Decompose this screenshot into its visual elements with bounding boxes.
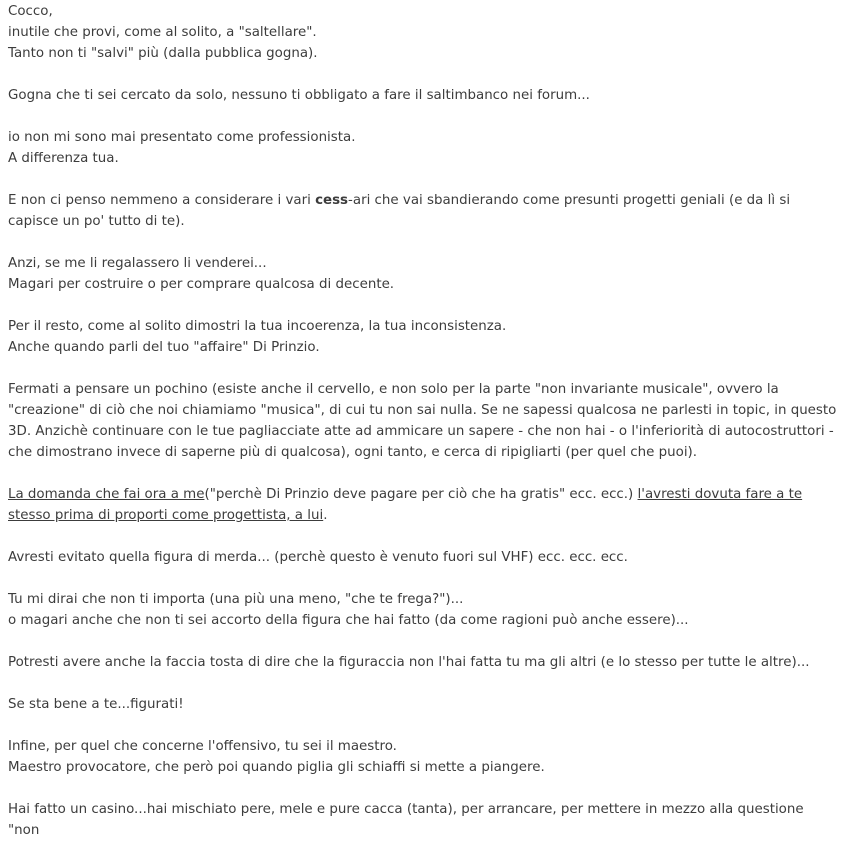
paragraph: [8, 736, 838, 778]
bold-text: cess: [315, 193, 349, 208]
paragraph: Se sta bene a te...figurati!: [8, 697, 184, 712]
text-line: A differenza tua.: [8, 151, 119, 166]
text-span: E non ci penso nemmeno a considerare i vari: [8, 193, 316, 208]
text-line: Magari per costruire o per comprare qualcosa di decente.: [8, 277, 395, 292]
text-line: Cocco,: [8, 4, 53, 19]
text-line: Tu mi dirai che non ti importa (una più una meno, "che te frega?")...: [8, 592, 464, 607]
underlined-text: La domanda che fai ora a me: [8, 487, 205, 502]
text-line: Infine, per quel che concerne l'offensivo, tu sei il maestro.: [8, 739, 397, 754]
text-line: Per il resto, come al solito dimostri la tua incoerenza, la tua inconsistenza.: [8, 319, 507, 334]
paragraph: Hai fatto un casino...hai mischiato pere, mele e pure cacca (tanta), per arrancare, per mettere in mezzo alla questione "non: [8, 802, 804, 838]
text-line: Anche quando parli del tuo "affaire" Di Prinzio.: [8, 340, 320, 355]
text-line: inutile che provi, come al solito, a "saltellare".: [8, 25, 317, 40]
paragraph: Fermati a pensare un pochino (esiste anche il cervello, e non solo per la parte "non invariante musicale", ovvero la "creazione" di ciò che noi chiamiamo "musica", di cui tu non sai nulla. Se ne sapessi qualcosa ne parlesti in topic, in questo 3D. Anzichè continuare con le tue pagliacciate atte ad ammicare un sapere - che non hai - o l'inferiorità di autocostruttori - che dimostrano invece di saperne più di qualcosa), ogni tanto, e cerca di ripigliarti (per quel che puoi).: [8, 382, 837, 460]
paragraph: [8, 253, 838, 295]
text-span: ("perchè Di Prinzio deve pagare per ciò che ha gratis" ecc. ecc.): [204, 487, 638, 502]
paragraph: Gogna che ti sei cercato da solo, nessuno ti obbligato a fare il saltimbanco nei forum...: [8, 88, 590, 103]
paragraph: [8, 127, 838, 169]
paragraph: [8, 316, 838, 358]
text-line: o magari anche che non ti sei accorto della figura che hai fatto (da come ragioni può anche essere)...: [8, 613, 689, 628]
paragraph: [8, 190, 838, 232]
text-span: .: [323, 508, 328, 523]
paragraph: Potresti avere anche la faccia tosta di dire che la figuraccia non l'hai fatta tu ma gli altri (e lo stesso per tutte le altre)...: [8, 655, 810, 670]
paragraph: Avresti evitato quella figura di merda... (perchè questo è venuto fuori sul VHF) ecc. ecc. ecc.: [8, 550, 628, 565]
post-body: [8, 1, 838, 862]
text-line: Anzi, se me li regalassero li venderei...: [8, 256, 267, 271]
paragraph: [8, 484, 838, 526]
text-span: -ari che vai sbandierando come presunti progetti geniali (e da lì si capisce un po' tutto di te).: [8, 193, 791, 229]
text-line: Maestro provocatore, che però poi quando piglia gli schiaffi si mette a piangere.: [8, 760, 545, 775]
text-line: Tanto non ti "salvi" più (dalla pubblica gogna).: [8, 46, 318, 61]
underlined-text: l'avresti dovuta fare a te stesso prima di proporti come progettista, a lui: [8, 487, 803, 523]
paragraph: [8, 589, 838, 631]
paragraph-greeting: [8, 1, 838, 64]
text-line: io non mi sono mai presentato come professionista.: [8, 130, 356, 145]
